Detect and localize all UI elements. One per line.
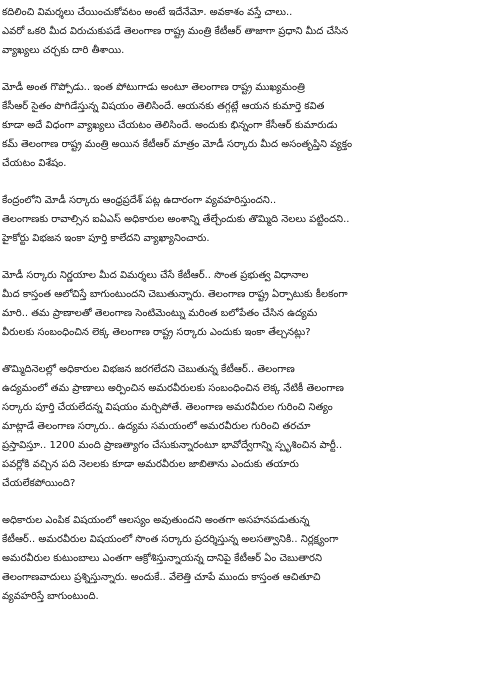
text-line: కమ్ తెలంగాణ రాష్ట్ర మంత్రి అయిన కేటీఆర్ మాత్రం మోడీ సర్కారు మీద అసంతృప్తిని వ్యక్తం <box>2 139 353 150</box>
text-line: మోడీ సర్కారు నిర్ణయాల మీద విమర్శలు చేసే కేటీఆర్.. సొంత ప్రభుత్వ విధానాల <box>2 270 309 281</box>
text-line: చేయలేకపోయింది? <box>2 478 76 489</box>
text-line: మాట్లాడే తెలంగాణ సర్కారు.. ఉద్యమ సమయంలో అమరవీరుల గురించి తరచూ <box>2 421 311 432</box>
paragraph <box>2 78 480 173</box>
text-line: తెలంగాణకు రావాల్సిన ఐఏఎస్ అధికారుల అంశాన్ని తేల్చేందుకు తొమ్మిది నెలలు పట్టిందని.. <box>2 214 350 225</box>
text-line: కేసీఆర్ సైతం పొగిడేస్తున్న విషయం తెలిసిందే. ఆయనకు తగ్గట్లే ఆయన కుమార్తె కవిత <box>2 101 325 112</box>
text-line: ఎవరో ఒకరి మీద విరుచుకుపడే తెలంగాణ రాష్ట్ర మంత్రి కేటీఆర్ తాజాగా ప్రధాని మీద చేసిన <box>2 26 349 37</box>
text-line: అమరవీరుల కుటుంబాలు ఎంతగా ఆక్రోశిస్తున్నాయన్న దానిపై కేటీఆర్ ఏం చెబుతారని <box>2 553 322 564</box>
text-line: కేటీఆర్.. అమరవీరుల విషయంలో సొంత సర్కారు ప్రదర్శిస్తున్న అలసత్వానికి.. నిర్లక్ష్యంగా <box>2 534 339 545</box>
paragraph <box>2 191 480 248</box>
text-line: ప్రస్తావిస్తూ.. 1200 మంది ప్రాణత్యాగం చేసుకున్నారంటూ భావోద్వేగాన్ని స్పృశించిన పార్టీ.. <box>2 440 343 451</box>
text-line: మోడీ అంత గొప్పోడు.. ఇంత పోటుగాడు అంటూ తెలంగాణ రాష్ట్ర ముఖ్యమంత్రి <box>2 82 305 93</box>
text-line: మీద కాస్తంత ఆలోచిస్తే బాగుంటుందని చెబుతున్నారు. తెలంగాణ రాష్ట్ర ఏర్పాటుకు కీలకంగా <box>2 289 348 300</box>
paragraph <box>2 266 480 342</box>
text-line: కేంద్రంలోని మోడీ సర్కారు ఆంధ్రప్రదేశ్ పట్ల ఉదారంగా వ్యవహరిస్తుందని.. <box>2 195 277 206</box>
text-line: పవర్లోకి వచ్చిన పది నెలలకు కూడా అమరవీరుల జాబితాను ఎందుకు తయారు <box>2 459 299 470</box>
text-line: వ్యాఖ్యలు చర్చకు దారి తీశాయి. <box>2 45 125 56</box>
text-line: సర్కారు పూర్తి చేయలేదన్న విషయం మర్చిపోతే. తెలంగాణ అమరవీరుల గురించి నిత్యం <box>2 402 333 413</box>
paragraph <box>2 3 480 60</box>
text-line: హైకోర్టు విభజన ఇంకా పూర్తి కాలేదని వ్యాఖ్యానించారు. <box>2 233 210 244</box>
paragraph <box>2 511 480 606</box>
text-line: అధికారుల ఎంపిక విషయంలో ఆలస్యం అవుతుందని అంతగా అసహనపడుతున్న <box>2 515 310 526</box>
text-line: వ్యవహరిస్తే బాగుంటుంది. <box>2 591 99 602</box>
text-line: మారి.. తమ ప్రాణాలతో తెలంగాణ సెంటిమెంట్ను మరింత బలోపేతం చేసిన ఉద్యమ <box>2 308 318 319</box>
text-line: వీరులకు సంబంధించిన లెక్క తెలంగాణ రాష్ట్ర సర్కారు ఎందుకు ఇంకా తేల్చనట్లు? <box>2 327 311 338</box>
text-line: తెలంగాణవాదులు ప్రశ్నిస్తున్నారు. అందుకే.. వేలెత్తి చూపే ముందు కాస్తంత ఆచితూచి <box>2 572 321 583</box>
text-line: కదిలించి విమర్శలు చేయించుకోవటం అంటే ఇదేనేమో. అవకాశం వస్తే చాలు.. <box>2 7 293 18</box>
text-line: ఉద్యమంలో తమ ప్రాణాలు అర్పించిన అమరవీరులకు సంబంధించిన లెక్క నేటికీ తెలంగాణ <box>2 383 344 394</box>
text-line: చేయటం విశేషం. <box>2 158 67 169</box>
text-line: కూడా అదే విధంగా వ్యాఖ్యలు చేయటం తెలిసిందే. అందుకు భిన్నంగా కేసీఆర్ కుమారుడు <box>2 120 338 131</box>
text-line: తొమ్మిదినెలల్లో అధికారుల విభజన జరగలేదని చెబుతున్న కేటీఆర్.. తెలంగాణ <box>2 364 295 375</box>
paragraph <box>2 360 480 493</box>
